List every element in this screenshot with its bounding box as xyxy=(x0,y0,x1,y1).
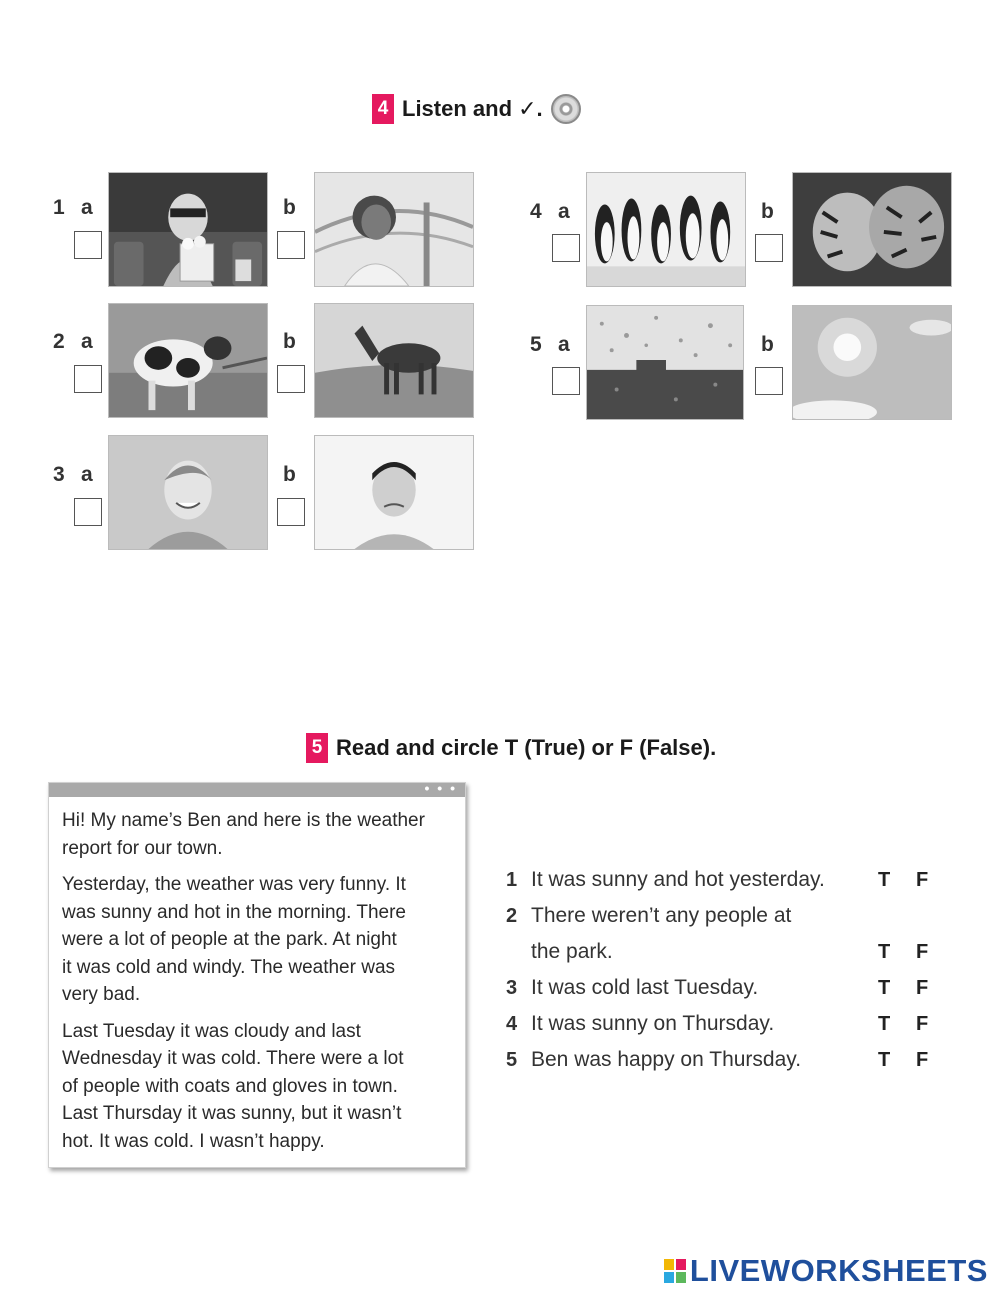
tigers-photo xyxy=(792,172,952,287)
item-5b-label: b xyxy=(761,333,774,356)
exercise-5-number: 5 xyxy=(306,733,328,763)
statement-5-true[interactable]: T xyxy=(878,1049,891,1071)
horse-photo xyxy=(314,303,474,418)
item-3-number: 3 xyxy=(53,463,65,486)
item-4-number: 4 xyxy=(530,200,542,223)
item-4a-checkbox[interactable] xyxy=(552,234,580,262)
item-4b-label: b xyxy=(761,200,774,223)
more-dots-icon: • • • xyxy=(424,780,457,796)
panel-title-bar xyxy=(49,780,465,797)
statement-4-false[interactable]: F xyxy=(916,1013,929,1035)
item-1b-label: b xyxy=(283,196,296,219)
statement-3-number: 3 xyxy=(506,977,518,999)
item-2a-label: a xyxy=(81,330,93,353)
statement-3-text: It was cold last Tuesday. xyxy=(531,976,759,999)
girl-on-ride-photo xyxy=(314,172,474,287)
statement-1-number: 1 xyxy=(506,869,518,891)
statement-2-false[interactable]: F xyxy=(916,941,929,963)
statement-2-true[interactable]: T xyxy=(878,941,891,963)
statement-5-text: Ben was happy on Thursday. xyxy=(531,1048,802,1071)
statement-1-false[interactable]: F xyxy=(916,869,929,891)
item-2b-label: b xyxy=(283,330,296,353)
statement-4-number: 4 xyxy=(506,1013,518,1035)
cinema-girl-popcorn-photo xyxy=(108,172,268,287)
sad-boy-photo xyxy=(314,435,474,550)
statement-5-false[interactable]: F xyxy=(916,1049,929,1071)
passage-text xyxy=(49,797,465,1155)
penguins-photo xyxy=(586,172,746,287)
statement-4-true[interactable]: T xyxy=(878,1013,891,1035)
cow-photo xyxy=(108,303,268,418)
statement-5-number: 5 xyxy=(506,1049,518,1071)
exercise-4-number: 4 xyxy=(372,94,394,124)
statement-2-text-line-2: the park. xyxy=(531,940,613,963)
item-3a-label: a xyxy=(81,463,93,486)
item-5b-checkbox[interactable] xyxy=(755,367,783,395)
exercise-5-title xyxy=(306,733,716,763)
item-1a-label: a xyxy=(81,196,93,219)
item-1-number: 1 xyxy=(53,196,65,219)
smiling-boy-photo xyxy=(108,435,268,550)
statement-2-number: 2 xyxy=(506,905,518,927)
exercise-5-instruction: Read and circle T (True) or F (False). xyxy=(336,735,717,760)
passage-paragraph-1: Hi! My name’s Ben and here is the weather report for our town. xyxy=(62,810,425,859)
rain-window-photo xyxy=(586,305,744,420)
passage-paragraph-2: Yesterday, the weather was very funny. It was sunny and hot in the morning. There were a lot of people at the park. At night it was cold and windy. The weather was very bad. xyxy=(62,874,406,1005)
cd-icon[interactable] xyxy=(551,94,581,124)
statement-2-text-line-1: There weren’t any people at xyxy=(531,904,792,927)
exercise-4-title xyxy=(372,94,581,124)
liveworksheets-logo-icon xyxy=(664,1259,686,1283)
item-3b-label: b xyxy=(283,463,296,486)
item-3b-checkbox[interactable] xyxy=(277,498,305,526)
reading-panel xyxy=(48,782,466,1168)
statement-1-true[interactable]: T xyxy=(878,869,891,891)
statement-4-text: It was sunny on Thursday. xyxy=(531,1012,775,1035)
item-5-number: 5 xyxy=(530,333,542,356)
sun-sky-photo xyxy=(792,305,952,420)
item-5a-checkbox[interactable] xyxy=(552,367,580,395)
passage-paragraph-3: Last Tuesday it was cloudy and last Wednesday it was cold. There were a lot of people with coats and gloves in town. Last Thursday it was sunny, but it wasn’t hot. It was cold. I wasn’t happy. xyxy=(62,1020,404,1152)
item-3a-checkbox[interactable] xyxy=(74,498,102,526)
liveworksheets-brand-text: LIVEWORKSHEETS xyxy=(689,1253,988,1288)
item-5a-label: a xyxy=(558,333,570,356)
item-1b-checkbox[interactable] xyxy=(277,231,305,259)
item-4b-checkbox[interactable] xyxy=(755,234,783,262)
item-2a-checkbox[interactable] xyxy=(74,365,102,393)
exercise-4-instruction: Listen and ✓. xyxy=(402,96,543,121)
statement-1-text: It was sunny and hot yesterday. xyxy=(531,868,825,891)
item-4a-label: a xyxy=(558,200,570,223)
item-2-number: 2 xyxy=(53,330,65,353)
item-2b-checkbox[interactable] xyxy=(277,365,305,393)
liveworksheets-logo xyxy=(664,1253,988,1289)
item-1a-checkbox[interactable] xyxy=(74,231,102,259)
statement-3-false[interactable]: F xyxy=(916,977,929,999)
statement-3-true[interactable]: T xyxy=(878,977,891,999)
